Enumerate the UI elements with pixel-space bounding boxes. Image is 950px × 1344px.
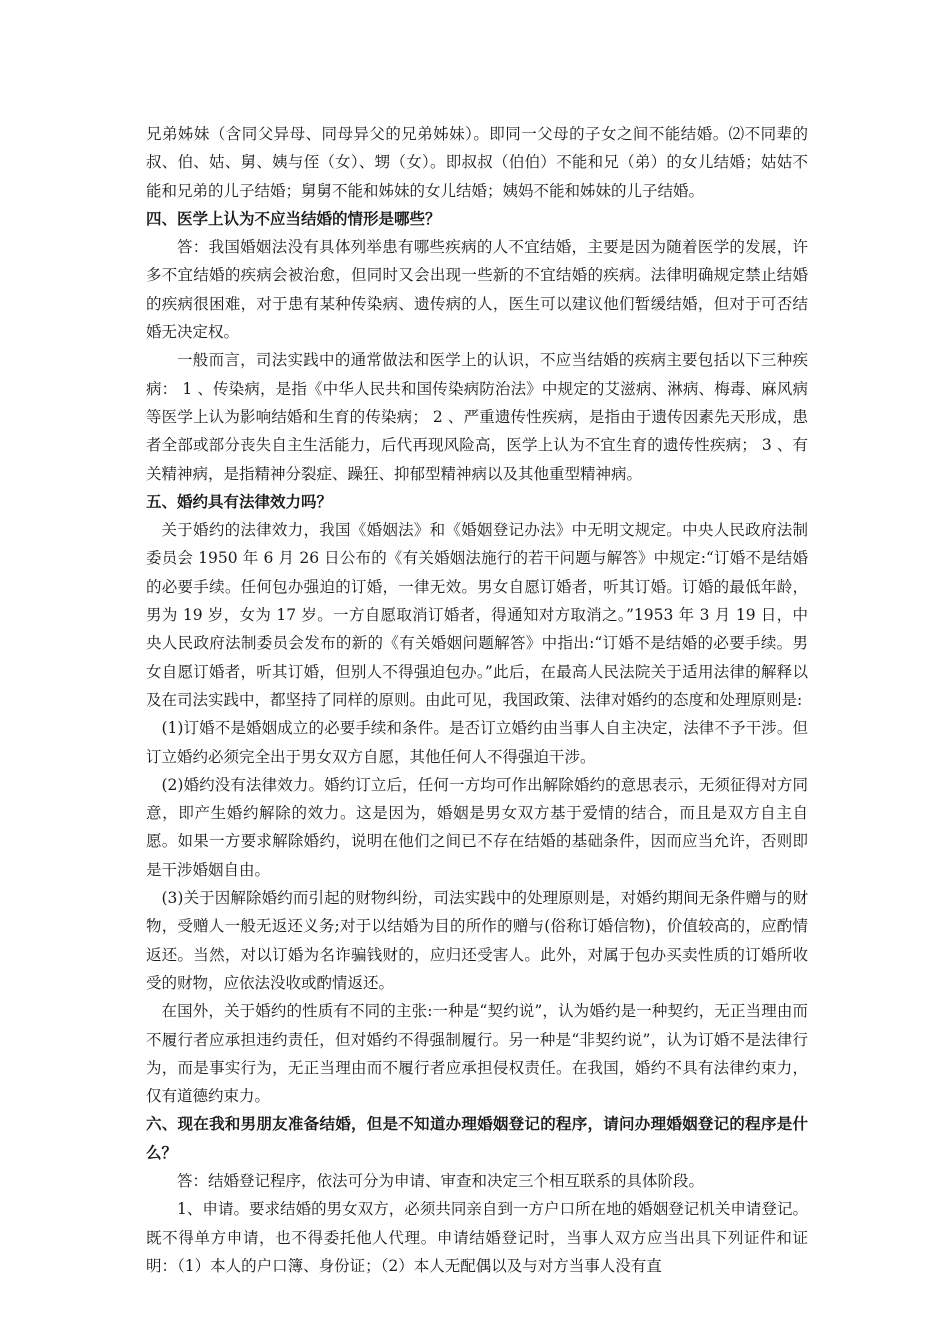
document-page (146, 120, 808, 1280)
paragraph-engagement-law: 关于婚约的法律效力，我国《婚姻法》和《婚姻登记办法》中无明文规定。中央人民政府法制委员会 1950 年 6 月 26 日公布的《有关婚姻法施行的若干问题与解答》中规定:“订婚不是结婚的必要手续。任何包办强迫的订婚，一律无效。男女自愿订婚者，听其订婚。订婚的最低年龄，男为 19 岁，女为 17 岁。一方自愿取消订婚者，得通知对方取消之。”1953 年 3 月 19 日，中央人民政府法制委员会发布的新的《有关婚姻问题解答》中指出:“订婚不是结婚的必要手续。男女自愿订婚者，听其订婚，但别人不得强迫包办。”此后，在最高人民法院关于适用法律的解释以及在司法实践中，都坚持了同样的原则。由此可见，我国政策、法律对婚约的态度和处理原则是: (146, 521, 808, 709)
paragraph-kinship-continued: 兄弟姊妹（含同父异母、同母异父的兄弟姊妹）。即同一父母的子女之间不能结婚。⑵不同辈的叔、伯、姑、舅、姨与侄（女）、甥（女）。即叔叔（伯伯）不能和兄（弟）的女儿结婚；姑姑不能和兄弟的儿子结婚；舅舅不能和姊妹的女儿结婚；姨妈不能和姊妹的儿子结婚。 (146, 125, 808, 200)
heading-section-5: 五、婚约具有法律效力吗？ (146, 492, 333, 511)
heading-section-6: 六、现在我和男朋友准备结婚，但是不知道办理婚姻登记的程序，请问办理婚姻登记的程序是什么？ (146, 1115, 808, 1162)
paragraph-foreign-views: 在国外，关于婚约的性质有不同的主张:一种是“契约说”，认为婚约是一种契约，无正当理由而不履行者应承担违约责任，但对婚约不得强制履行。另一种是“非契约说”，认为订婚不是法律行为，而是事实行为，无正当理由而不履行者应承担侵权责任。在我国，婚约不具有法律约束力，仅有道德约束力。 (146, 1002, 808, 1106)
heading-section-4: 四、医学上认为不应当结婚的情形是哪些？ (146, 209, 441, 228)
paragraph-registration-application: 1、申请。要求结婚的男女双方，必须共同亲自到一方户口所在地的婚姻登记机关申请登记。既不得单方申请，也不得委托他人代理。申请结婚登记时，当事人双方应当出具下列证件和证明：（1）本人的户口簿、身份证；（2）本人无配偶以及与对方当事人没有直 (146, 1200, 808, 1275)
paragraph-principle-3: (3)关于因解除婚约而引起的财物纠纷，司法实践中的处理原则是，对婚约期间无条件赠与的财物，受赠人一般无返还义务;对于以结婚为目的所作的赠与(俗称订婚信物)，价值较高的，应酌情返还。当然，对以订婚为名诈骗钱财的，应归还受害人。此外，对属于包办买卖性质的订婚所收受的财物，应依法没收或酌情返还。 (146, 889, 808, 992)
paragraph-principle-2: (2)婚约没有法律效力。婚约订立后，任何一方均可作出解除婚约的意思表示，无须征得对方同意，即产生婚约解除的效力。这是因为，婚姻是男女双方基于爱情的结合，而且是双方自主自愿。如果一方要求解除婚约，说明在他们之间已不存在结婚的基础条件，因而应当允许，否则即是干涉婚姻自由。 (146, 775, 808, 879)
paragraph-medical-answer: 答：我国婚姻法没有具体列举患有哪些疾病的人不宜结婚，主要是因为随着医学的发展，许多不宜结婚的疾病会被治愈，但同时又会出现一些新的不宜结婚的疾病。法律明确规定禁止结婚的疾病很困难，对于患有某种传染病、遗传病的人，医生可以建议他们暂缓结婚，但对于可否结婚无决定权。 (146, 238, 808, 342)
paragraph-registration-answer: 答：结婚登记程序，依法可分为申请、审查和决定三个相互联系的具体阶段。 (177, 1171, 705, 1190)
paragraph-three-diseases: 一般而言，司法实践中的通常做法和医学上的认识，不应当结婚的疾病主要包括以下三种疾病： 1 、传染病，是指《中华人民共和国传染病防治法》中规定的艾滋病、淋病、梅毒、麻风病等医学上认为影响结婚和生育的传染病； 2 、严重遗传性疾病，是指由于遗传因素先天形成，患者全部或部分丧失自主生活能力，后代再现风险高，医学上认为不宜生育的遗传性疾病； 3 、有关精神病，是指精神分裂症、躁狂、抑郁型精神病以及其他重型精神病。 (146, 351, 808, 483)
paragraph-principle-1: (1)订婚不是婚姻成立的必要手续和条件。是否订立婚约由当事人自主决定，法律不予干涉。但订立婚约必须完全出于男女双方自愿，其他任何人不得强迫干涉。 (146, 719, 808, 766)
